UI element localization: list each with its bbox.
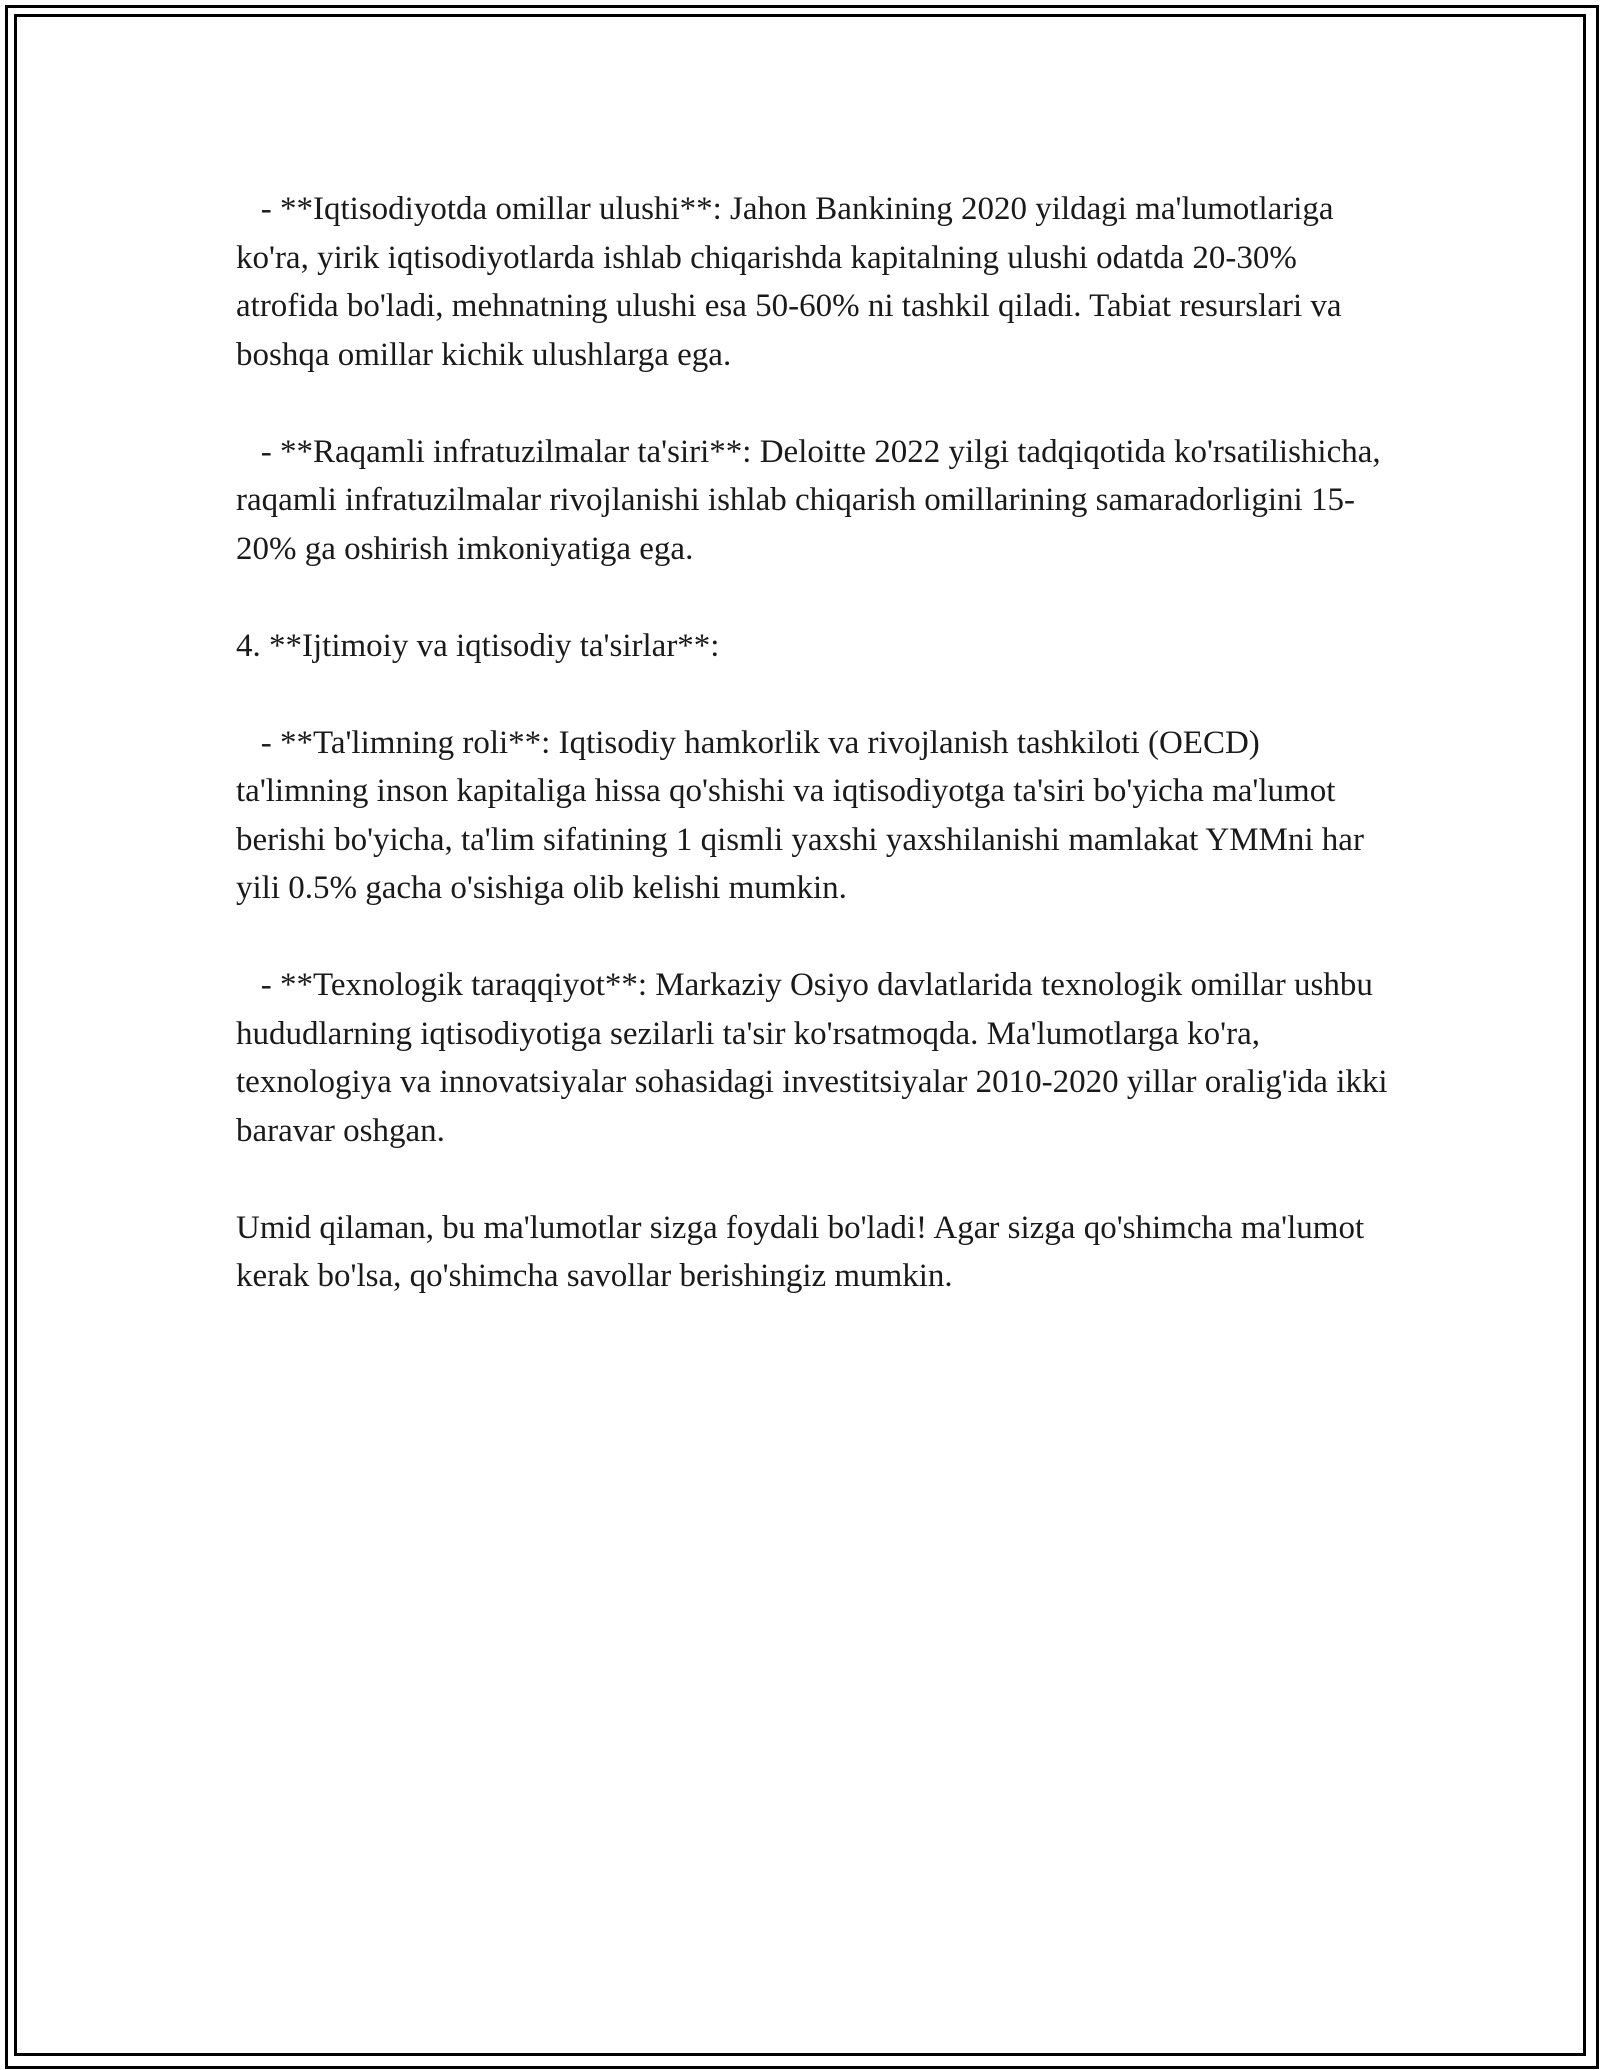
paragraph-closing: Umid qilaman, bu ma'lumotlar sizga foydali bo'ladi! Agar sizga qo'shimcha ma'lumot kerak bo'lsa, qo'shimcha savollar berishingiz mumkin.: [236, 1209, 1373, 1294]
document-body: [236, 185, 1396, 1301]
paragraph-digital-infrastructure: - **Raqamli infratuzilmalar ta'siri**: Deloitte 2022 yilgi tadqiqotida ko'rsatilishicha, raqamli infratuzilmalar rivojlanishi ishlab chiqarish omillarining samaradorligini 15-20% ga oshirish imkoniyatiga ega.: [236, 433, 1389, 567]
section-heading-social-economic: 4. **Ijtimoiy va iqtisodiy ta'sirlar**:: [236, 627, 720, 664]
paragraph-tech-progress: - **Texnologik taraqqiyot**: Markaziy Osiyo davlatlarida texnologik omillar ushbu hududlarning iqtisodiyotiga sezilarli ta'sir ko'rsatmoqda. Ma'lumotlarga ko'ra, texnologiya va innovatsiyalar sohasidagi investitsiyalar 2010-2020 yillar oralig'ida ikki baravar oshgan.: [236, 967, 1396, 1149]
paragraph-education-role: - **Ta'limning roli**: Iqtisodiy hamkorlik va rivojlanish tashkiloti (OECD) ta'limning inson kapitaliga hissa qo'shishi va iqtisodiyotga ta'siri bo'yicha ma'lumot berishi bo'yicha, ta'lim sifatining 1 qismli yaxshi yaxshilanishi mamlakat YMMni har yili 0.5% gacha o'sishiga olib kelishi mumkin.: [236, 724, 1373, 906]
paragraph-factor-shares: - **Iqtisodiyotda omillar ulushi**: Jahon Bankining 2020 yildagi ma'lumotlariga ko'ra, yirik iqtisodiyotlarda ishlab chiqarishda kapitalning ulushi odatda 20-30% atrofida bo'ladi, mehnatning ulushi esa 50-60% ni tashkil qiladi. Tabiat resurslari va boshqa omillar kichik ulushlarga ega.: [236, 191, 1350, 373]
